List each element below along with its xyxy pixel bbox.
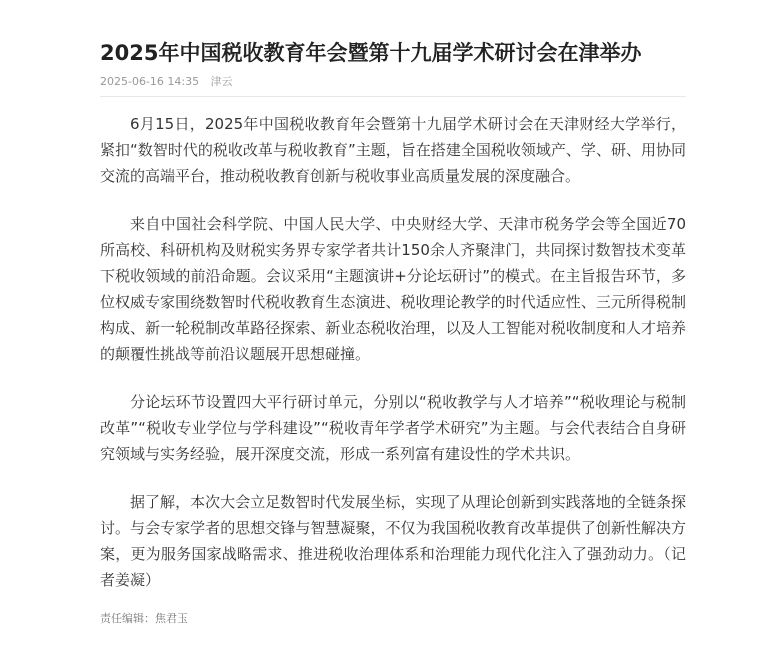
paragraph: 分论坛环节设置四大平行研讨单元，分别以“税收教学与人才培养”“税收理论与税制改革”“税收专业学位与学科建设”“税收青年学者学术研究”为主题。与会代表结合自身研究领域与实务经验，展开深度交流，形成一系列富有建设性的学术共识。: [100, 393, 686, 463]
article-source: 津云: [210, 75, 233, 88]
article-meta: [100, 74, 686, 90]
responsible-editor: 责任编辑：焦君玉: [100, 612, 188, 625]
paragraph: 据了解，本次大会立足数智时代发展坐标，实现了从理论创新到实践落地的全链条探讨。与会专家学者的思想交锋与智慧凝聚，不仅为我国税收教育改革提供了创新性解决方案，更为服务国家战略需求、推进税收治理体系和治理能力现代化注入了强劲动力。（记者姜凝）: [100, 493, 686, 589]
paragraph: 6月15日，2025年中国税收教育年会暨第十九届学术研讨会在天津财经大学举行，紧扣“数智时代的税收改革与税收教育”主题，旨在搭建全国税收领域产、学、研、用协同交流的高端平台，推动税收教育创新与税收事业高质量发展的深度融合。: [100, 115, 686, 185]
article-title: 2025年中国税收教育年会暨第十九届学术研讨会在津举办: [100, 41, 642, 65]
title-divider: [100, 96, 686, 97]
article-body: [100, 111, 686, 593]
publish-date: 2025-06-16 14:35: [100, 75, 200, 88]
paragraph: 来自中国社会科学院、中国人民大学、中央财经大学、天津市税务学会等全国近70所高校、科研机构及财税实务界专家学者共计150余人齐聚津门，共同探讨数智技术变革下税收领域的前沿命题。会议采用“主题演讲+分论坛研讨”的模式。在主旨报告环节，多位权威专家围绕数智时代税收教育生态演进、税收理论教学的时代适应性、三元所得税制构成、新一轮税制改革路径探索、新业态税收治理，以及人工智能对税收制度和人才培养的颠覆性挑战等前沿议题展开思想碰撞。: [100, 215, 686, 363]
